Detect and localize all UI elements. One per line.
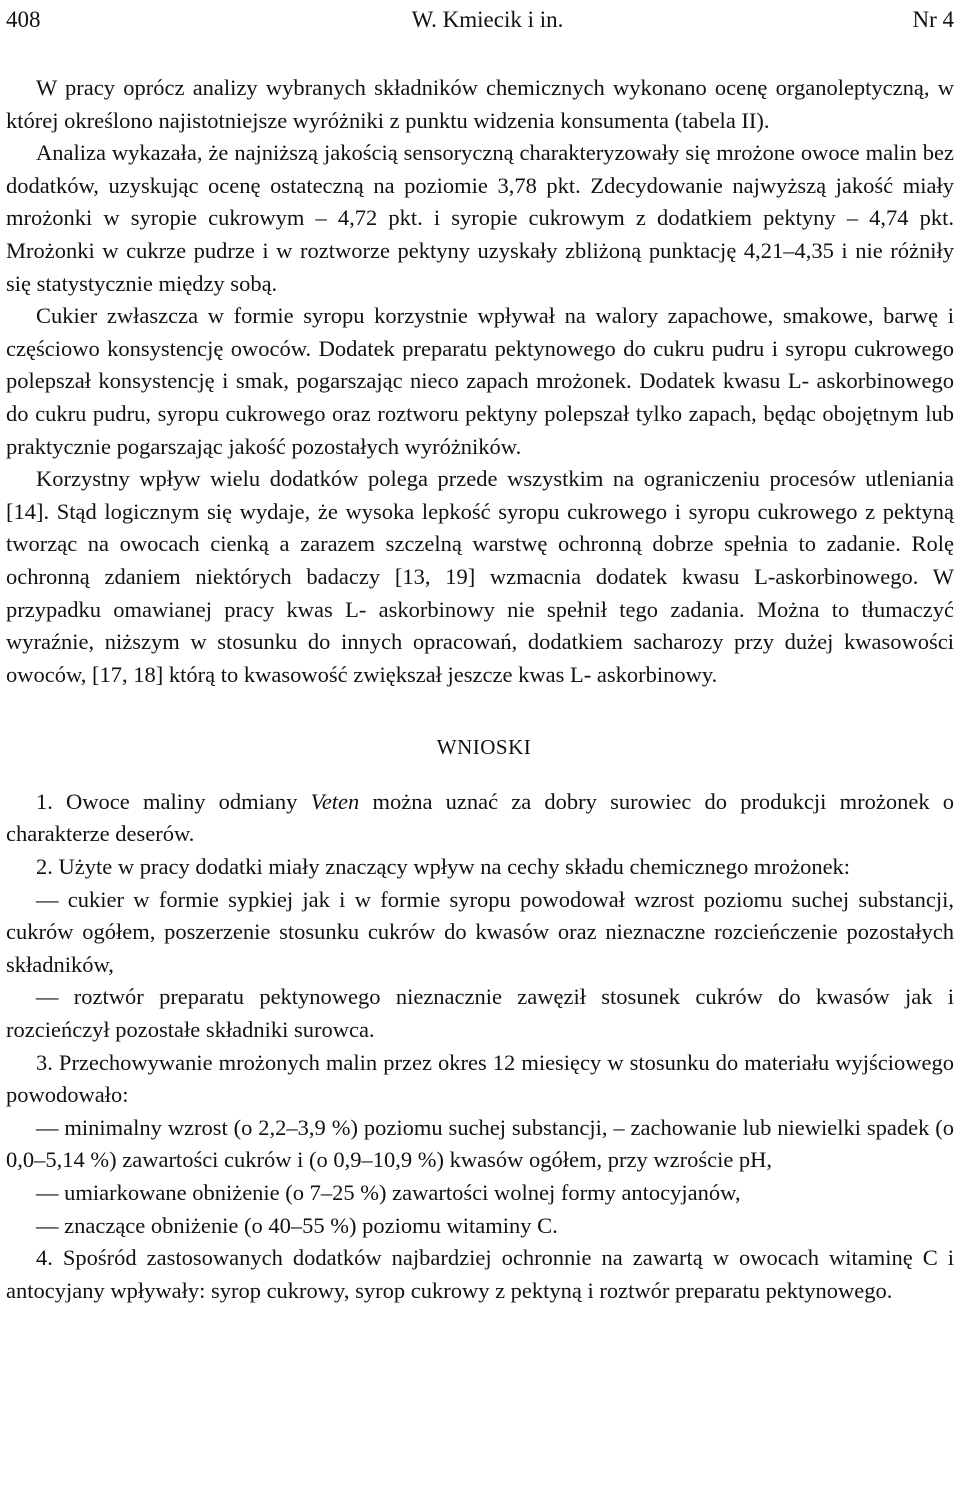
paragraph: Cukier zwłaszcza w formie syropu korzystnie wpływał na walory zapachowe, smakowe, barwę i częściowo konsystencję owoców. Dodatek preparatu pektynowego do cukru pudru i syropu cukrowego polepszał konsystencję i smak, pogarszając nieco zapach mrożonek. Dodatek kwasu L- askorbinowego do cukru pudru, syropu cukrowego oraz roztworu pektyny polepszał tylko zapach, będąc obojętnym lub praktycznie pogarszając jakość pozostałych wyróżników. [6,303,954,459]
page-number: 408 [6,7,41,32]
section-heading: WNIOSKI [436,735,532,760]
conclusion-subitem: — roztwór preparatu pektynowego nieznacznie zawęził stosunek cukrów do kwasów jak i rozcieńczył pozostałe składniki surowca. [6,984,954,1043]
conclusion-subitem: — znaczące obniżenie (o 40–55 %) poziomu witaminy C. [36,1212,558,1238]
conclusion-text: 1. Owoce maliny odmiany [36,788,311,814]
conclusion-item [6,786,954,851]
paragraph: Korzystny wpływ wielu dodatków polega przede wszystkim na ograniczeniu procesów utleniania [14]. Stąd logicznym się wydaje, że wysoka lepkość syropu cukrowego i syropu cukrowego z pektyną tworząc na owocach cienką a zarazem szczelną warstwę ochronną dobrze spełnia to zadanie. Rolę ochronną zdaniem niektórych badaczy [13, 19] wzmacnia dodatek kwasu L-askorbinowego. W przypadku omawianej pracy kwas L- askorbinowy nie spełnił tego zadania. Można to tłumaczyć wyraźnie, niższym w stosunku do innych opracowań, dodatkiem sacharozy przy dużej kwasowości owoców, [17, 18] którą to kwasowość zwiększał jeszcze kwas L- askorbinowy. [6,466,954,687]
issue-number: Nr 4 [912,7,954,32]
paragraph: W pracy oprócz analizy wybranych składników chemicznych wykonano ocenę organoleptyczną, w której określono najistotniejsze wyróżniki z punktu widzenia konsumenta (tabela II). [6,75,954,133]
conclusion-subitem: — minimalny wzrost (o 2,2–3,9 %) poziomu suchej substancji, – zachowanie lub niewielki spadek (o 0,0–5,14 %) zawartości cukrów i (o 0,9–10,9 %) kwasów ogółem, przy wzroście pH, [6,1114,954,1173]
paragraph: Analiza wykazała, że najniższą jakością sensoryczną charakteryzowały się mrożone owoce malin bez dodatków, uzyskując ocenę ostateczną na poziomie 3,78 pkt. Zdecydowanie najwyższą jakość miały mrożonki w syropie cukrowym – 4,72 pkt. i syropie cukrowym z dodatkiem pektyny – 4,74 pkt. Mrożonki w cukrze pudrze i w roztworze pektyny uzyskały zbliżoną punktację 4,21–4,35 i nie różniły się statystycznie między sobą. [6,140,954,296]
running-title: W. Kmiecik i in. [411,7,564,32]
conclusion-subitem: — cukier w formie sypkiej jak i w formie syropu powodował wzrost poziomu suchej substancji, cukrów ogółem, poszerzenie stosunku cukrów do kwasów oraz nieznaczne rozcieńczenie pozostałych składników, [6,886,954,977]
conclusion-text: można uznać za dobry surowiec do produkcji mrożonek o charakterze deserów. [6,788,955,847]
variety-name: Veten [310,788,360,814]
conclusion-item: 2. Użyte w pracy dodatki miały znaczący wpływ na cechy składu chemicznego mrożonek: [36,854,851,880]
running-header [6,4,954,36]
conclusion-subitem: — umiarkowane obniżenie (o 7–25 %) zawartości wolnej formy antocyjanów, [36,1180,741,1205]
conclusion-item: 3. Przechowywanie mrożonych malin przez okres 12 miesięcy w stosunku do materiału wyjściowego powodowało: [6,1049,954,1108]
conclusion-item: 4. Spośród zastosowanych dodatków najbardziej ochronnie na zawartą w owocach witaminę C i antocyjany wpływały: syrop cukrowy, syrop cukrowy z pektyną i roztwór preparatu pektynowego. [6,1245,954,1303]
